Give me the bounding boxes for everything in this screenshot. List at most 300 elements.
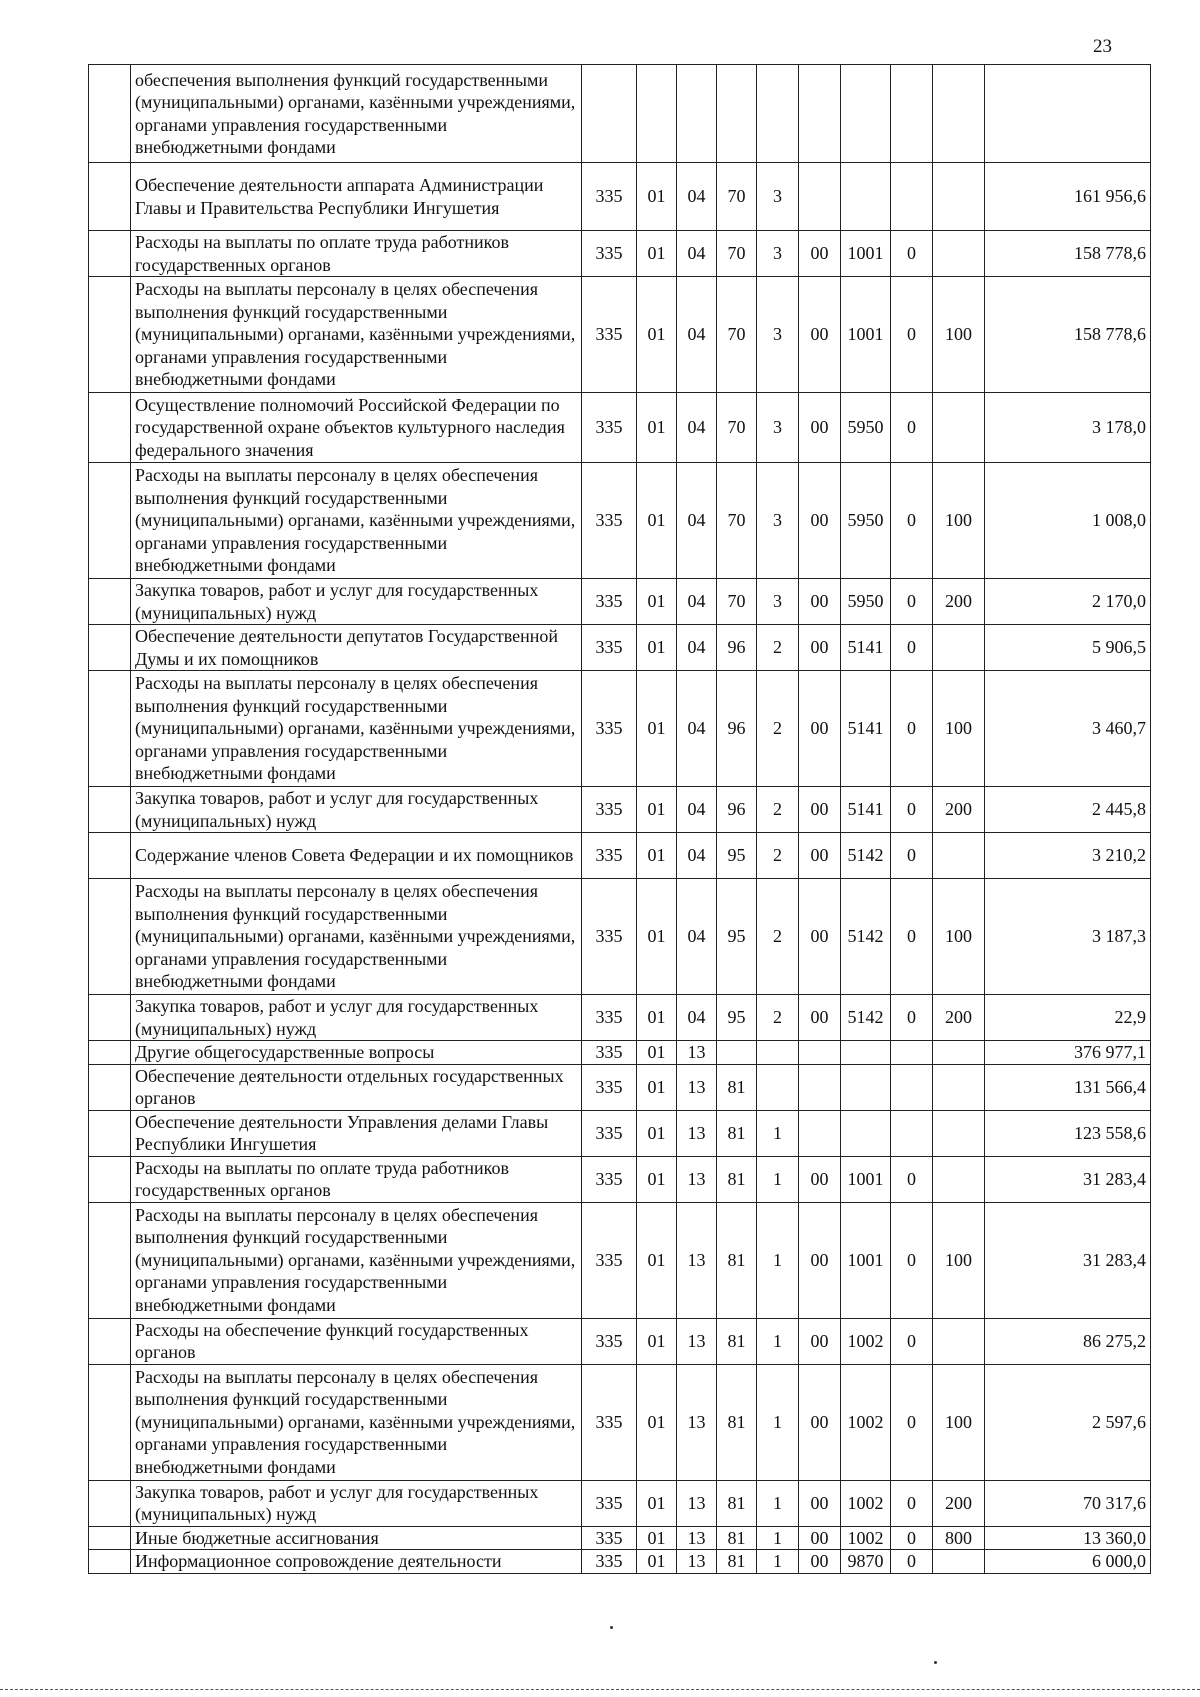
section-code-cell: 01 [637, 1480, 677, 1526]
expense-code-cell [841, 65, 891, 163]
expense-code-cell: 1002 [841, 1364, 891, 1480]
row-sum-cell [985, 65, 1151, 163]
row-number-cell [89, 579, 131, 625]
type-code-cell: 100 [933, 463, 985, 579]
section-code-cell: 01 [637, 1318, 677, 1364]
expense-code-cell: 5142 [841, 995, 891, 1041]
program-code-cell: 95 [717, 995, 757, 1041]
subprogram-code-cell: 1 [757, 1480, 799, 1526]
subsection-code-cell: 13 [677, 1156, 717, 1202]
program-code-cell: 96 [717, 787, 757, 833]
table-row [89, 1480, 1151, 1526]
table-body [89, 65, 1151, 1574]
row-number-cell [89, 277, 131, 393]
subsection-code-cell [677, 65, 717, 163]
subprogram-code-cell: 1 [757, 1110, 799, 1156]
row-number-cell [89, 1526, 131, 1550]
row-name-cell: Другие общегосударственные вопросы [131, 1041, 582, 1065]
row-number-cell [89, 1480, 131, 1526]
row-name-cell: Расходы на выплаты персоналу в целях обеспечения выполнения функций государственными (муниципальными) органами, казёнными учреждениями, органами управления государственными внебюджетными фондами [131, 277, 582, 393]
table-row [89, 65, 1151, 163]
expense-code-cell [841, 1064, 891, 1110]
expense-code-cell: 1001 [841, 1202, 891, 1318]
table-row [89, 995, 1151, 1041]
row-sum-cell: 161 956,6 [985, 163, 1151, 231]
program-code-cell [717, 65, 757, 163]
row-number-cell [89, 671, 131, 787]
direction-code-cell: 00 [799, 879, 841, 995]
direction-code-cell: 00 [799, 995, 841, 1041]
subprogram-code-cell: 2 [757, 879, 799, 995]
section-code-cell: 01 [637, 787, 677, 833]
row-number-cell [89, 1364, 131, 1480]
row-name-cell: Расходы на выплаты персоналу в целях обеспечения выполнения функций государственными (муниципальными) органами, казёнными учреждениями, органами управления государственными внебюджетными фондами [131, 879, 582, 995]
extra-code-cell [891, 65, 933, 163]
section-code-cell: 01 [637, 625, 677, 671]
subsection-code-cell: 04 [677, 163, 717, 231]
admin-code-cell: 335 [582, 625, 637, 671]
extra-code-cell: 0 [891, 393, 933, 463]
row-name-cell: обеспечения выполнения функций государственными (муниципальными) органами, казёнными учреждениями, органами управления государственными внебюджетными фондами [131, 65, 582, 163]
row-sum-cell: 13 360,0 [985, 1526, 1151, 1550]
subprogram-code-cell: 3 [757, 277, 799, 393]
type-code-cell [933, 65, 985, 163]
program-code-cell: 70 [717, 393, 757, 463]
row-name-cell: Закупка товаров, работ и услуг для государственных (муниципальных) нужд [131, 995, 582, 1041]
table-row [89, 231, 1151, 277]
subprogram-code-cell [757, 1064, 799, 1110]
admin-code-cell: 335 [582, 833, 637, 879]
row-number-cell [89, 65, 131, 163]
program-code-cell: 70 [717, 231, 757, 277]
extra-code-cell: 0 [891, 995, 933, 1041]
section-code-cell: 01 [637, 833, 677, 879]
subprogram-code-cell: 3 [757, 393, 799, 463]
row-number-cell [89, 1041, 131, 1065]
subprogram-code-cell: 2 [757, 833, 799, 879]
section-code-cell: 01 [637, 393, 677, 463]
row-name-cell: Информационное сопровождение деятельности [131, 1550, 582, 1574]
section-code-cell: 01 [637, 1041, 677, 1065]
extra-code-cell: 0 [891, 579, 933, 625]
admin-code-cell: 335 [582, 579, 637, 625]
admin-code-cell: 335 [582, 995, 637, 1041]
admin-code-cell: 335 [582, 1526, 637, 1550]
extra-code-cell: 0 [891, 277, 933, 393]
subsection-code-cell: 04 [677, 463, 717, 579]
section-code-cell: 01 [637, 463, 677, 579]
direction-code-cell: 00 [799, 1480, 841, 1526]
direction-code-cell [799, 65, 841, 163]
section-code-cell: 01 [637, 1526, 677, 1550]
extra-code-cell [891, 1110, 933, 1156]
program-code-cell: 96 [717, 625, 757, 671]
scan-dot [934, 1661, 937, 1664]
table-row [89, 833, 1151, 879]
page-bottom-edge [0, 1689, 1200, 1690]
table-row [89, 1156, 1151, 1202]
table-row [89, 1202, 1151, 1318]
subsection-code-cell: 04 [677, 231, 717, 277]
row-name-cell: Расходы на выплаты персоналу в целях обеспечения выполнения функций государственными (муниципальными) органами, казёнными учреждениями, органами управления государственными внебюджетными фондами [131, 463, 582, 579]
program-code-cell: 95 [717, 833, 757, 879]
subprogram-code-cell: 2 [757, 671, 799, 787]
program-code-cell: 81 [717, 1064, 757, 1110]
subprogram-code-cell: 1 [757, 1364, 799, 1480]
admin-code-cell [582, 65, 637, 163]
section-code-cell: 01 [637, 1064, 677, 1110]
row-name-cell: Расходы на выплаты персоналу в целях обеспечения выполнения функций государственными (муниципальными) органами, казёнными учреждениями, органами управления государственными внебюджетными фондами [131, 1364, 582, 1480]
type-code-cell: 100 [933, 1364, 985, 1480]
subprogram-code-cell: 1 [757, 1526, 799, 1550]
type-code-cell [933, 1110, 985, 1156]
row-name-cell: Иные бюджетные ассигнования [131, 1526, 582, 1550]
expense-code-cell: 5950 [841, 579, 891, 625]
admin-code-cell: 335 [582, 277, 637, 393]
row-number-cell [89, 163, 131, 231]
extra-code-cell: 0 [891, 1202, 933, 1318]
scan-dot [610, 1626, 613, 1629]
row-sum-cell: 158 778,6 [985, 277, 1151, 393]
subprogram-code-cell: 1 [757, 1318, 799, 1364]
direction-code-cell: 00 [799, 277, 841, 393]
direction-code-cell: 00 [799, 1550, 841, 1574]
expense-code-cell [841, 163, 891, 231]
direction-code-cell: 00 [799, 463, 841, 579]
admin-code-cell: 335 [582, 463, 637, 579]
expense-code-cell: 5950 [841, 393, 891, 463]
extra-code-cell: 0 [891, 787, 933, 833]
program-code-cell: 81 [717, 1110, 757, 1156]
program-code-cell: 81 [717, 1526, 757, 1550]
table-row [89, 879, 1151, 995]
section-code-cell [637, 65, 677, 163]
row-sum-cell: 376 977,1 [985, 1041, 1151, 1065]
expense-code-cell: 5142 [841, 833, 891, 879]
type-code-cell: 200 [933, 579, 985, 625]
program-code-cell: 81 [717, 1364, 757, 1480]
type-code-cell: 100 [933, 671, 985, 787]
direction-code-cell [799, 1041, 841, 1065]
section-code-cell: 01 [637, 879, 677, 995]
admin-code-cell: 335 [582, 1318, 637, 1364]
admin-code-cell: 335 [582, 163, 637, 231]
type-code-cell [933, 1064, 985, 1110]
extra-code-cell [891, 163, 933, 231]
expense-code-cell: 1001 [841, 231, 891, 277]
subprogram-code-cell: 3 [757, 463, 799, 579]
direction-code-cell: 00 [799, 1156, 841, 1202]
program-code-cell: 81 [717, 1202, 757, 1318]
row-sum-cell: 2 170,0 [985, 579, 1151, 625]
table-row [89, 1064, 1151, 1110]
type-code-cell: 800 [933, 1526, 985, 1550]
type-code-cell [933, 625, 985, 671]
section-code-cell: 01 [637, 1550, 677, 1574]
table-row [89, 393, 1151, 463]
subprogram-code-cell: 3 [757, 163, 799, 231]
type-code-cell: 100 [933, 277, 985, 393]
row-number-cell [89, 787, 131, 833]
program-code-cell: 70 [717, 277, 757, 393]
subprogram-code-cell: 1 [757, 1202, 799, 1318]
subsection-code-cell: 04 [677, 995, 717, 1041]
expense-code-cell: 5142 [841, 879, 891, 995]
extra-code-cell: 0 [891, 671, 933, 787]
subprogram-code-cell: 3 [757, 231, 799, 277]
row-number-cell [89, 1156, 131, 1202]
type-code-cell [933, 1318, 985, 1364]
extra-code-cell [891, 1064, 933, 1110]
section-code-cell: 01 [637, 1156, 677, 1202]
subsection-code-cell: 04 [677, 787, 717, 833]
row-number-cell [89, 1550, 131, 1574]
page-number: 23 [1093, 36, 1112, 57]
subsection-code-cell: 13 [677, 1364, 717, 1480]
program-code-cell: 95 [717, 879, 757, 995]
subsection-code-cell: 13 [677, 1526, 717, 1550]
row-name-cell: Расходы на выплаты персоналу в целях обеспечения выполнения функций государственными (муниципальными) органами, казёнными учреждениями, органами управления государственными внебюджетными фондами [131, 671, 582, 787]
direction-code-cell: 00 [799, 671, 841, 787]
row-sum-cell: 70 317,6 [985, 1480, 1151, 1526]
subsection-code-cell: 04 [677, 579, 717, 625]
section-code-cell: 01 [637, 671, 677, 787]
direction-code-cell: 00 [799, 1318, 841, 1364]
row-number-cell [89, 1202, 131, 1318]
expense-code-cell: 1002 [841, 1318, 891, 1364]
row-sum-cell: 123 558,6 [985, 1110, 1151, 1156]
expense-code-cell: 5141 [841, 671, 891, 787]
admin-code-cell: 335 [582, 1550, 637, 1574]
extra-code-cell: 0 [891, 879, 933, 995]
row-name-cell: Закупка товаров, работ и услуг для государственных (муниципальных) нужд [131, 787, 582, 833]
admin-code-cell: 335 [582, 1064, 637, 1110]
admin-code-cell: 335 [582, 1480, 637, 1526]
row-name-cell: Расходы на выплаты по оплате труда работников государственных органов [131, 231, 582, 277]
table-row [89, 1110, 1151, 1156]
row-number-cell [89, 1318, 131, 1364]
table-row [89, 1526, 1151, 1550]
section-code-cell: 01 [637, 1202, 677, 1318]
row-number-cell [89, 995, 131, 1041]
program-code-cell: 70 [717, 463, 757, 579]
row-number-cell [89, 463, 131, 579]
expense-code-cell [841, 1041, 891, 1065]
direction-code-cell: 00 [799, 393, 841, 463]
row-name-cell: Обеспечение деятельности аппарата Администрации Главы и Правительства Республики Ингушетия [131, 163, 582, 231]
row-sum-cell: 3 178,0 [985, 393, 1151, 463]
direction-code-cell: 00 [799, 231, 841, 277]
section-code-cell: 01 [637, 231, 677, 277]
extra-code-cell: 0 [891, 231, 933, 277]
subprogram-code-cell [757, 1041, 799, 1065]
table-row [89, 625, 1151, 671]
type-code-cell [933, 1041, 985, 1065]
expense-code-cell: 1002 [841, 1526, 891, 1550]
direction-code-cell [799, 1064, 841, 1110]
extra-code-cell: 0 [891, 1480, 933, 1526]
subsection-code-cell: 04 [677, 833, 717, 879]
subsection-code-cell: 13 [677, 1110, 717, 1156]
type-code-cell: 200 [933, 1480, 985, 1526]
type-code-cell [933, 163, 985, 231]
extra-code-cell: 0 [891, 1550, 933, 1574]
subprogram-code-cell: 3 [757, 579, 799, 625]
subsection-code-cell: 04 [677, 393, 717, 463]
admin-code-cell: 335 [582, 787, 637, 833]
admin-code-cell: 335 [582, 231, 637, 277]
direction-code-cell [799, 1110, 841, 1156]
program-code-cell: 81 [717, 1318, 757, 1364]
extra-code-cell: 0 [891, 625, 933, 671]
row-sum-cell: 5 906,5 [985, 625, 1151, 671]
row-sum-cell: 86 275,2 [985, 1318, 1151, 1364]
type-code-cell [933, 1156, 985, 1202]
admin-code-cell: 335 [582, 1364, 637, 1480]
extra-code-cell [891, 1041, 933, 1065]
row-name-cell: Обеспечение деятельности Управления делами Главы Республики Ингушетия [131, 1110, 582, 1156]
type-code-cell [933, 231, 985, 277]
table-row [89, 579, 1151, 625]
extra-code-cell: 0 [891, 833, 933, 879]
table-row [89, 787, 1151, 833]
row-sum-cell: 22,9 [985, 995, 1151, 1041]
expense-code-cell: 5950 [841, 463, 891, 579]
subprogram-code-cell: 2 [757, 995, 799, 1041]
row-number-cell [89, 625, 131, 671]
row-name-cell: Осуществление полномочий Российской Федерации по государственной охране объектов культурного наследия федерального значения [131, 393, 582, 463]
expense-code-cell: 9870 [841, 1550, 891, 1574]
program-code-cell: 81 [717, 1550, 757, 1574]
row-name-cell: Расходы на выплаты по оплате труда работников государственных органов [131, 1156, 582, 1202]
row-sum-cell: 131 566,4 [985, 1064, 1151, 1110]
section-code-cell: 01 [637, 995, 677, 1041]
subsection-code-cell: 04 [677, 625, 717, 671]
row-number-cell [89, 1064, 131, 1110]
table-row [89, 463, 1151, 579]
row-name-cell: Закупка товаров, работ и услуг для государственных (муниципальных) нужд [131, 1480, 582, 1526]
table-row [89, 1364, 1151, 1480]
row-sum-cell: 3 210,2 [985, 833, 1151, 879]
row-sum-cell: 31 283,4 [985, 1202, 1151, 1318]
expense-code-cell: 5141 [841, 787, 891, 833]
subsection-code-cell: 13 [677, 1550, 717, 1574]
row-number-cell [89, 879, 131, 995]
row-name-cell: Содержание членов Совета Федерации и их помощников [131, 833, 582, 879]
direction-code-cell: 00 [799, 1202, 841, 1318]
row-sum-cell: 2 445,8 [985, 787, 1151, 833]
row-number-cell [89, 1110, 131, 1156]
type-code-cell: 200 [933, 787, 985, 833]
section-code-cell: 01 [637, 1110, 677, 1156]
type-code-cell [933, 833, 985, 879]
row-sum-cell: 6 000,0 [985, 1550, 1151, 1574]
extra-code-cell: 0 [891, 1526, 933, 1550]
admin-code-cell: 335 [582, 1156, 637, 1202]
direction-code-cell: 00 [799, 833, 841, 879]
type-code-cell: 200 [933, 995, 985, 1041]
program-code-cell: 81 [717, 1156, 757, 1202]
subprogram-code-cell: 2 [757, 787, 799, 833]
section-code-cell: 01 [637, 277, 677, 393]
subsection-code-cell: 13 [677, 1480, 717, 1526]
subsection-code-cell: 13 [677, 1202, 717, 1318]
section-code-cell: 01 [637, 1364, 677, 1480]
subprogram-code-cell: 1 [757, 1550, 799, 1574]
row-sum-cell: 3 460,7 [985, 671, 1151, 787]
program-code-cell: 70 [717, 163, 757, 231]
expense-code-cell: 1002 [841, 1480, 891, 1526]
extra-code-cell: 0 [891, 1156, 933, 1202]
expense-code-cell: 5141 [841, 625, 891, 671]
row-number-cell [89, 231, 131, 277]
subprogram-code-cell: 2 [757, 625, 799, 671]
table-row [89, 671, 1151, 787]
expense-code-cell: 1001 [841, 277, 891, 393]
extra-code-cell: 0 [891, 1364, 933, 1480]
direction-code-cell: 00 [799, 787, 841, 833]
type-code-cell: 100 [933, 879, 985, 995]
direction-code-cell: 00 [799, 625, 841, 671]
subprogram-code-cell [757, 65, 799, 163]
admin-code-cell: 335 [582, 1041, 637, 1065]
extra-code-cell: 0 [891, 1318, 933, 1364]
row-name-cell: Расходы на выплаты персоналу в целях обеспечения выполнения функций государственными (муниципальными) органами, казёнными учреждениями, органами управления государственными внебюджетными фондами [131, 1202, 582, 1318]
type-code-cell [933, 1550, 985, 1574]
expense-code-cell: 1001 [841, 1156, 891, 1202]
row-sum-cell: 158 778,6 [985, 231, 1151, 277]
expense-code-cell [841, 1110, 891, 1156]
row-sum-cell: 2 597,6 [985, 1364, 1151, 1480]
subprogram-code-cell: 1 [757, 1156, 799, 1202]
row-sum-cell: 1 008,0 [985, 463, 1151, 579]
subsection-code-cell: 13 [677, 1041, 717, 1065]
direction-code-cell: 00 [799, 579, 841, 625]
table-row [89, 1550, 1151, 1574]
admin-code-cell: 335 [582, 1202, 637, 1318]
row-name-cell: Закупка товаров, работ и услуг для государственных (муниципальных) нужд [131, 579, 582, 625]
direction-code-cell: 00 [799, 1526, 841, 1550]
table-row [89, 1041, 1151, 1065]
program-code-cell: 81 [717, 1480, 757, 1526]
subsection-code-cell: 13 [677, 1318, 717, 1364]
program-code-cell: 96 [717, 671, 757, 787]
row-name-cell: Расходы на обеспечение функций государственных органов [131, 1318, 582, 1364]
subsection-code-cell: 04 [677, 879, 717, 995]
row-sum-cell: 3 187,3 [985, 879, 1151, 995]
table-row [89, 163, 1151, 231]
admin-code-cell: 335 [582, 879, 637, 995]
budget-table [88, 64, 1151, 1574]
direction-code-cell [799, 163, 841, 231]
subsection-code-cell: 04 [677, 277, 717, 393]
admin-code-cell: 335 [582, 671, 637, 787]
row-number-cell [89, 833, 131, 879]
section-code-cell: 01 [637, 163, 677, 231]
table-row [89, 277, 1151, 393]
program-code-cell: 70 [717, 579, 757, 625]
program-code-cell [717, 1041, 757, 1065]
subsection-code-cell: 13 [677, 1064, 717, 1110]
section-code-cell: 01 [637, 579, 677, 625]
row-name-cell: Обеспечение деятельности депутатов Государственной Думы и их помощников [131, 625, 582, 671]
subsection-code-cell: 04 [677, 671, 717, 787]
admin-code-cell: 335 [582, 1110, 637, 1156]
type-code-cell: 100 [933, 1202, 985, 1318]
row-sum-cell: 31 283,4 [985, 1156, 1151, 1202]
type-code-cell [933, 393, 985, 463]
table-row [89, 1318, 1151, 1364]
